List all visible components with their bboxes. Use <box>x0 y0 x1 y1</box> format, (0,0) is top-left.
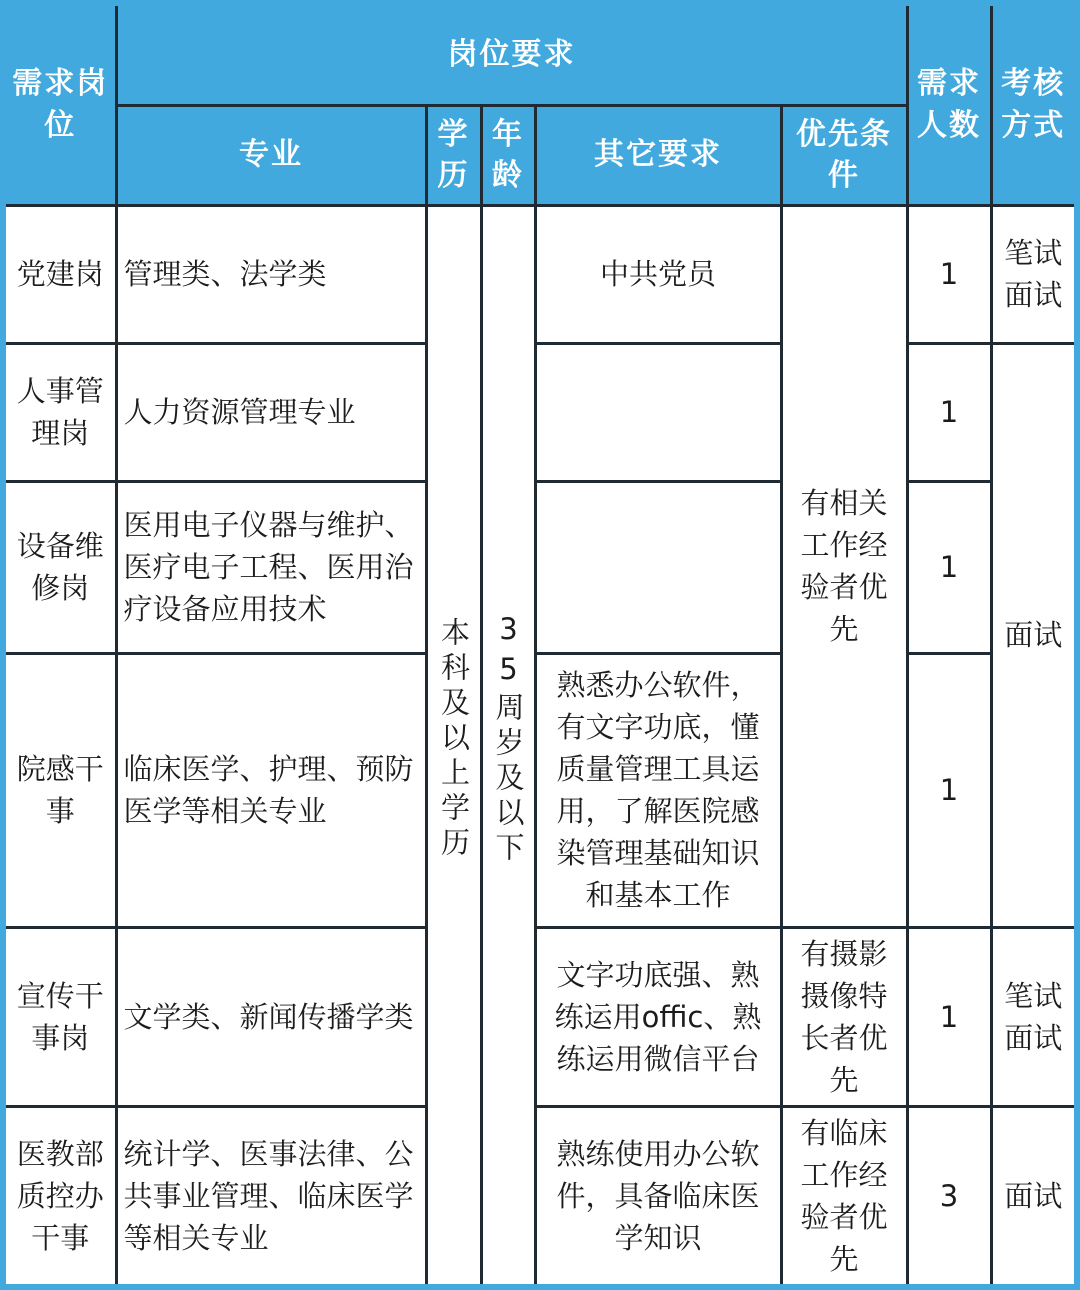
cell-priority: 有临床工作经验者优先 <box>781 1106 907 1287</box>
cell-headcount: 1 <box>907 927 991 1106</box>
cell-other: 熟悉办公软件，有文字功底，懂质量管理工具运用，了解医院感染管理基础知识和基本工作 <box>535 653 781 927</box>
cell-position: 设备维修岗 <box>3 481 116 653</box>
cell-major: 文学类、新闻传播学类 <box>116 927 426 1106</box>
header-headcount: 需求人数 <box>907 3 991 205</box>
cell-exam: 面试 <box>991 1106 1077 1287</box>
cell-headcount: 1 <box>907 653 991 927</box>
cell-age-merged <box>481 205 535 1287</box>
cell-other <box>535 481 781 653</box>
header-other: 其它要求 <box>535 105 781 205</box>
table-row <box>3 653 1077 927</box>
header-education: 学历 <box>426 105 481 205</box>
cell-other <box>535 343 781 481</box>
education-text: 本科及以上学历 <box>437 617 471 863</box>
cell-headcount: 3 <box>907 1106 991 1287</box>
cell-headcount: 1 <box>907 343 991 481</box>
cell-major: 临床医学、护理、预防医学等相关专业 <box>116 653 426 927</box>
age-text: 35周岁及以下 <box>491 612 526 868</box>
cell-position: 院感干事 <box>3 653 116 927</box>
cell-major: 管理类、法学类 <box>116 205 426 343</box>
table-row <box>3 481 1077 653</box>
cell-position: 医教部质控办干事 <box>3 1106 116 1287</box>
cell-major: 统计学、医事法律、公共事业管理、临床医学等相关专业 <box>116 1106 426 1287</box>
table-row <box>3 927 1077 1106</box>
cell-other: 中共党员 <box>535 205 781 343</box>
table-row <box>3 1106 1077 1287</box>
cell-exam: 笔试面试 <box>991 927 1077 1106</box>
header-priority: 优先条件 <box>781 105 907 205</box>
cell-position: 宣传干事岗 <box>3 927 116 1106</box>
cell-exam: 笔试面试 <box>991 205 1077 343</box>
cell-priority-merged: 有相关工作经验者优先 <box>781 205 907 927</box>
cell-priority: 有摄影摄像特长者优先 <box>781 927 907 1106</box>
cell-other: 文字功底强、熟练运用offic、熟练运用微信平台 <box>535 927 781 1106</box>
cell-major: 医用电子仪器与维护、医疗电子工程、医用治疗设备应用技术 <box>116 481 426 653</box>
header-requirements-group: 岗位要求 <box>116 3 907 105</box>
header-exam: 考核方式 <box>991 3 1077 205</box>
table-row <box>3 205 1077 343</box>
header-age: 年龄 <box>481 105 535 205</box>
cell-major: 人力资源管理专业 <box>116 343 426 481</box>
header-row-1 <box>3 3 1077 105</box>
header-major: 专业 <box>116 105 426 205</box>
header-position: 需求岗位 <box>3 3 116 205</box>
cell-position: 党建岗 <box>3 205 116 343</box>
cell-other: 熟练使用办公软件，具备临床医学知识 <box>535 1106 781 1287</box>
cell-headcount: 1 <box>907 481 991 653</box>
cell-headcount: 1 <box>907 205 991 343</box>
table-row <box>3 343 1077 481</box>
cell-exam-merged: 面试 <box>991 343 1077 927</box>
cell-position: 人事管理岗 <box>3 343 116 481</box>
cell-education-merged <box>426 205 481 1287</box>
